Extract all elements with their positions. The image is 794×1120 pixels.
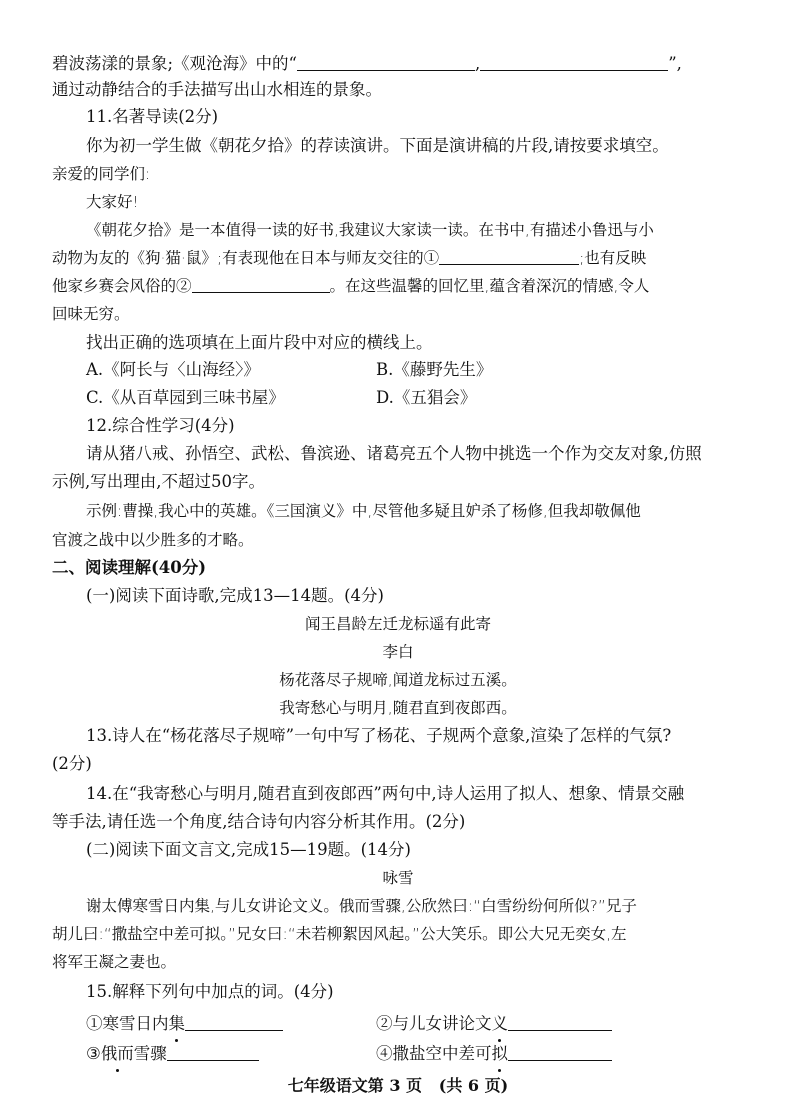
option-row-2 [86, 386, 744, 410]
section-2-title: 二、阅读理解(40分) [52, 558, 207, 577]
q10-line-2: 通过动静结合的手法描写出山水相连的景象。 [52, 80, 382, 99]
text-line-2: 胡儿曰:“撒盐空中差可拟。”兄女曰:“未若柳絮因风起。”公大笑乐。即公大兄无奕女,左 [52, 925, 627, 943]
q14-line-2: 等手法,请任选一个角度,结合诗句内容分析其作用。(2分) [52, 812, 466, 831]
page-number: 七年级语文第 3 页 [287, 1076, 423, 1095]
option-a: A.《阿长与〈山海经〉》 [86, 360, 260, 379]
option-d: D.《五猖会》 [376, 388, 477, 407]
q10-text: 碧波荡漾的景象;《观沧海》中的“ [52, 54, 297, 73]
q10-separator: , [475, 54, 481, 73]
option-c: C.《从百草园到三味书屋》 [86, 388, 285, 407]
speech-greeting: 亲爱的同学们: [52, 165, 151, 183]
answer-blank[interactable] [167, 1042, 259, 1061]
option-b: B.《藤野先生》 [376, 360, 493, 379]
q12-title: 12.综合性学习(4分) [86, 416, 235, 435]
poem-line-1: 杨花落尽子规啼,闻道龙标过五溪。 [279, 671, 517, 689]
q13-line-2: (2分) [52, 754, 92, 773]
q10-line-1 [52, 52, 744, 76]
q12-line-1: 请从猪八戒、孙悟空、武松、鲁滨逊、诸葛亮五个人物中挑选一个作为交友对象,仿照 [86, 444, 702, 463]
q13-line-1: 13.诗人在“杨花落尽子规啼”一句中写了杨花、子规两个意象,渲染了怎样的气氛? [86, 726, 672, 745]
q15-item-1: ①寒雪日内集 [86, 1014, 185, 1033]
q15-item-2: ②与儿女讲论文义 [376, 1012, 612, 1036]
answer-blank-1[interactable] [439, 246, 579, 265]
q15-item-4: ④撒盐空中差可拟 [376, 1042, 612, 1066]
poem-author: 李白 [382, 643, 414, 661]
speech-line-1: 《朝花夕拾》是一本值得一读的好书,我建议大家读一读。在书中,有描述小鲁迅与小 [86, 221, 654, 239]
answer-blank[interactable] [508, 1012, 612, 1031]
q15-row-1 [86, 1012, 744, 1036]
q11-title: 11.名著导读(2分) [86, 107, 219, 126]
q15-row-2 [86, 1042, 744, 1066]
speech-line-2: 动物为友的《狗·猫·鼠》;有表现他在日本与师友交往的① ;也有反映 [52, 246, 744, 270]
q12-line-2: 示例,写出理由,不超过50字。 [52, 472, 265, 491]
q12-example-1: 示例:曹操,我心中的英雄。《三国演义》中,尽管他多疑且妒杀了杨修,但我却敬佩他 [86, 502, 641, 520]
answer-blank[interactable] [297, 52, 475, 71]
part-2-title: (二)阅读下面文言文,完成15—19题。(14分) [86, 840, 411, 859]
part-1-title: (一)阅读下面诗歌,完成13—14题。(4分) [86, 586, 384, 605]
text-line-1: 谢太傅寒雪日内集,与儿女讲论文义。俄而雪骤,公欣然曰:“白雪纷纷何所似?”兄子 [86, 897, 637, 915]
poem-line-2: 我寄愁心与明月,随君直到夜郎西。 [279, 699, 517, 717]
q15-title: 15.解释下列句中加点的词。(4分) [86, 982, 334, 1001]
q14-line-1: 14.在“我寄愁心与明月,随君直到夜郎西”两句中,诗人运用了拟人、想象、情景交融 [86, 784, 685, 803]
q11-instruction: 找出正确的选项填在上面片段中对应的横线上。 [86, 333, 433, 352]
q15-item-3: ③俄而雪骤 [86, 1044, 167, 1063]
text-title: 咏雪 [382, 869, 414, 887]
text-line-3: 将军王凝之妻也。 [52, 953, 177, 971]
option-row-1 [86, 358, 744, 382]
answer-blank-2[interactable] [192, 274, 330, 293]
q12-example-2: 官渡之战中以少胜多的才略。 [52, 531, 254, 549]
q10-text-end: ”, [668, 54, 682, 73]
poem-title: 闻王昌龄左迁龙标遥有此寄 [304, 615, 491, 633]
speech-line-3: 他家乡赛会风俗的② 。在这些温馨的回忆里,蕴含着深沉的情感,令人 [52, 274, 744, 298]
speech-hello: 大家好! [86, 193, 139, 211]
answer-blank[interactable] [480, 52, 668, 71]
answer-blank[interactable] [508, 1042, 612, 1061]
q11-intro: 你为初一学生做《朝花夕拾》的荐读演讲。下面是演讲稿的片段,请按要求填空。 [86, 136, 669, 155]
page-footer [52, 1074, 744, 1098]
page-total: (共 6 页) [438, 1076, 509, 1095]
speech-line-4: 回味无穷。 [52, 305, 130, 323]
answer-blank[interactable] [185, 1012, 283, 1031]
